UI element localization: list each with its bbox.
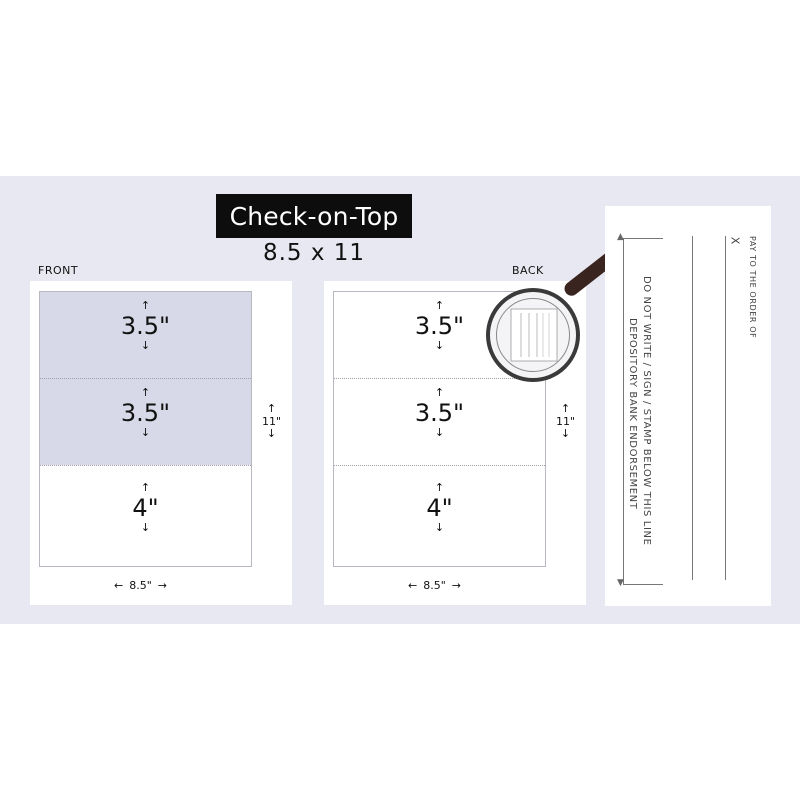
front-section-middle: [40, 378, 251, 465]
arrow-down-icon: ▼: [617, 578, 624, 588]
arrow-up-icon: ↑: [266, 402, 277, 415]
height-label: 11": [556, 415, 576, 428]
front-section-top: [40, 292, 251, 378]
section-height-label: 3.5": [414, 312, 465, 340]
x-mark: X: [728, 236, 742, 245]
magnifying-glass-icon: [486, 288, 580, 382]
width-label: 8.5": [129, 579, 152, 592]
arrow-down-icon: ↓: [434, 521, 445, 534]
arrow-up-icon: ↑: [560, 402, 571, 415]
section-height-label: 4": [132, 494, 159, 522]
width-label: 8.5": [423, 579, 446, 592]
section-height-label: 4": [426, 494, 453, 522]
endorsement-warning-line: DO NOT WRITE / SIGN / STAMP BELOW THIS LINE: [641, 276, 652, 546]
arrow-left-icon: ←: [114, 579, 124, 592]
arrow-up-icon: ↑: [434, 481, 445, 494]
section-height-label: 3.5": [120, 399, 171, 427]
arrow-up-icon: ▲: [617, 232, 624, 242]
endorsement-line: [725, 236, 726, 580]
check-back-panel: [605, 206, 771, 606]
arrow-right-icon: →: [451, 579, 461, 592]
diagram-title: Check-on-Top: [216, 194, 412, 238]
arrow-down-icon: ↓: [560, 427, 571, 440]
front-height-dimension: [262, 403, 281, 440]
arrow-left-icon: ←: [408, 579, 418, 592]
arrow-down-icon: ↓: [140, 426, 151, 439]
endorsement-label: DEPOSITORY BANK ENDORSEMENT: [627, 318, 638, 510]
arrow-down-icon: ↓: [140, 339, 151, 352]
back-section-middle: [334, 378, 545, 465]
arrow-down-icon: ↓: [434, 339, 445, 352]
arrow-down-icon: ↓: [434, 426, 445, 439]
arrow-up-icon: ↑: [434, 299, 445, 312]
back-label: BACK: [512, 264, 544, 277]
arrow-right-icon: →: [157, 579, 167, 592]
pay-to-order-label: PAY TO THE ORDER OF: [748, 236, 757, 339]
front-width-dimension: [114, 579, 167, 592]
back-width-dimension: [408, 579, 461, 592]
arrow-up-icon: ↑: [434, 386, 445, 399]
back-section-bottom: [334, 465, 545, 566]
section-height-label: 3.5": [120, 312, 171, 340]
front-label: FRONT: [38, 264, 79, 277]
arrow-down-icon: ↓: [140, 521, 151, 534]
back-height-dimension: [556, 403, 575, 440]
front-panel: [30, 281, 292, 605]
front-sheet: [39, 291, 252, 567]
arrow-up-icon: ↑: [140, 481, 151, 494]
height-label: 11": [262, 415, 282, 428]
endorsement-line: [692, 236, 693, 580]
front-section-bottom: [40, 465, 251, 566]
arrow-up-icon: ↑: [140, 386, 151, 399]
section-height-label: 3.5": [414, 399, 465, 427]
arrow-down-icon: ↓: [266, 427, 277, 440]
diagram-subtitle: 8.5 x 11: [262, 240, 366, 266]
magnified-check-preview: [497, 299, 569, 371]
arrow-up-icon: ↑: [140, 299, 151, 312]
